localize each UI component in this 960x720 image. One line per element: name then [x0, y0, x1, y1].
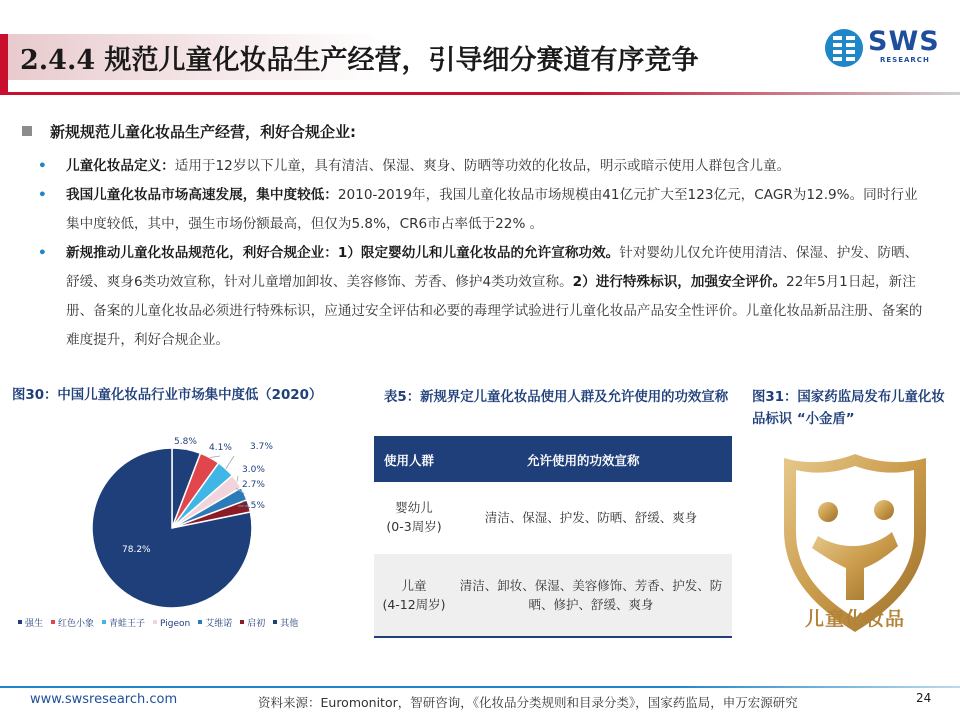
- logo-text: SWS: [868, 26, 940, 57]
- square-bullet-icon: [22, 126, 32, 136]
- pie-data-label: 5.8%: [174, 437, 197, 447]
- legend-swatch: [153, 620, 157, 624]
- footer-source: 资料来源：Euromonitor，智研咨询，《化妆品分类规则和目录分类》，国家药监局，申万宏源研究: [258, 695, 798, 710]
- legend-swatch: [198, 620, 202, 624]
- leader-line: [226, 456, 234, 469]
- header-cell: 使用人群: [384, 453, 435, 468]
- bullet-text: 适用于12岁以下儿童，具有清洁、保湿、爽身、防晒等功效的化妆品，明示或暗示使用人群包含儿童。: [174, 158, 791, 174]
- page-number: 24: [916, 691, 932, 705]
- leader-line: [237, 476, 238, 481]
- page-title: 2.4.4 规范儿童化妆品生产经营，引导细分赛道有序竞争: [20, 45, 699, 76]
- legend-label: 红色小象: [58, 619, 95, 629]
- title-bar: [0, 0, 960, 100]
- section-heading: [22, 121, 356, 142]
- bullet-item: [38, 152, 928, 181]
- legend-item: [273, 619, 298, 629]
- section-heading-text: 新规规范儿童化妆品生产经营，利好合规企业:: [50, 123, 357, 141]
- pie-chart: [12, 428, 372, 638]
- legend-swatch: [273, 620, 277, 624]
- leader-line: [210, 456, 220, 458]
- bullet-label: 儿童化妆品定义：: [66, 158, 175, 174]
- bullet-text: 针对婴幼儿仅允许使用清洁、保湿、护发、防晒、舒缓、爽身6类功效宣称，针对儿童增加卸妆、美容修饰、芳香、修护4类功效宣称。: [66, 245, 919, 290]
- shield-caption: 儿童化妆品: [804, 608, 905, 630]
- pie-data-label: 3.7%: [250, 442, 273, 452]
- legend-swatch: [51, 620, 55, 624]
- table-5-title: 表5：新规界定儿童化妆品使用人群及允许使用的功效宣称: [384, 390, 729, 405]
- bullet-strong: 1）限定婴幼儿和儿童化妆品的允许宣称功效。: [337, 245, 620, 261]
- population-line: (4-12周岁): [382, 597, 446, 612]
- legend-item: [18, 619, 43, 629]
- logo-subtext: RESEARCH: [880, 56, 930, 64]
- claims-table: [374, 436, 732, 638]
- legend-item: [198, 619, 232, 629]
- pie-data-label: 2.5%: [242, 501, 265, 511]
- chart-legend: [18, 616, 306, 629]
- title-accent: [0, 34, 8, 94]
- bullet-list: [38, 152, 928, 355]
- legend-label: 启初: [247, 619, 266, 629]
- bullet-label: 新规推动儿童化妆品规范化，利好合规企业：: [66, 245, 338, 261]
- header-cell: 允许使用的功效宣称: [527, 453, 640, 468]
- bullet-item: [38, 239, 928, 355]
- pie-data-label: 78.2%: [122, 545, 151, 555]
- bullet-label: 我国儿童化妆品市场高速发展，集中度较低：: [66, 187, 338, 203]
- population-line: 婴幼儿: [395, 500, 433, 515]
- dot-icon: •: [38, 158, 47, 174]
- cell-claims: 清洁、保湿、护发、防晒、舒缓、爽身: [484, 510, 698, 525]
- legend-label: 青蛙王子: [109, 619, 146, 629]
- legend-label: 艾维诺: [205, 619, 233, 629]
- legend-label: Pigeon: [160, 619, 191, 629]
- legend-item: [102, 619, 145, 629]
- legend-swatch: [102, 620, 106, 624]
- legend-item: [51, 619, 94, 629]
- legend-item: [153, 619, 190, 629]
- population-line: 儿童: [401, 578, 427, 593]
- table-row: [374, 554, 732, 638]
- footer-divider: [0, 686, 960, 688]
- pie-data-label: 3.0%: [242, 465, 265, 475]
- title-underline: [0, 92, 960, 95]
- cell-population: [374, 498, 454, 536]
- dot-icon: •: [38, 245, 47, 261]
- dot-icon: •: [38, 187, 47, 203]
- bullet-text: 2010-2019年，我国儿童化妆品市场规模由41亿元扩大至123亿元，CAGR为12.9%。同时行业集中度较低，其中，强生市场份额最高，但仅为5.8%，CR6市占率低于22% 。: [66, 187, 918, 232]
- population-line: (0-3周岁): [386, 519, 442, 534]
- cell-claims: 清洁、卸妆、保湿、美容修饰、芳香、护发、防晒、修护、舒缓、爽身: [459, 578, 723, 612]
- pie-data-label: 4.1%: [209, 443, 232, 453]
- table-row: [374, 482, 732, 554]
- pie-data-label: 2.7%: [242, 480, 265, 490]
- footer-url-link[interactable]: www.swsresearch.com: [30, 692, 178, 707]
- legend-item: [240, 619, 265, 629]
- legend-swatch: [240, 620, 244, 624]
- legend-swatch: [18, 620, 22, 624]
- bullet-strong: 2）进行特殊标识，加强安全评价。: [572, 274, 787, 290]
- bullet-item: [38, 181, 928, 239]
- legend-label: 其他: [280, 619, 299, 629]
- table-header: [374, 436, 732, 482]
- figure-31-title: 图31：国家药监局发布儿童化妆品标识 “小金盾”: [752, 390, 945, 427]
- cell-population: [374, 576, 454, 614]
- bullet-text: 22年5月1日起，新注册、备案的儿童化妆品必须进行特殊标识，应通过安全评估和必要的毒理学试验进行儿童化妆品产品安全性评价。儿童化妆品新品注册、备案的难度提升，利好合规企业。: [66, 274, 923, 348]
- figure-30-title: 图30：中国儿童化妆品行业市场集中度低（2020）: [12, 388, 323, 403]
- legend-label: 强生: [25, 619, 44, 629]
